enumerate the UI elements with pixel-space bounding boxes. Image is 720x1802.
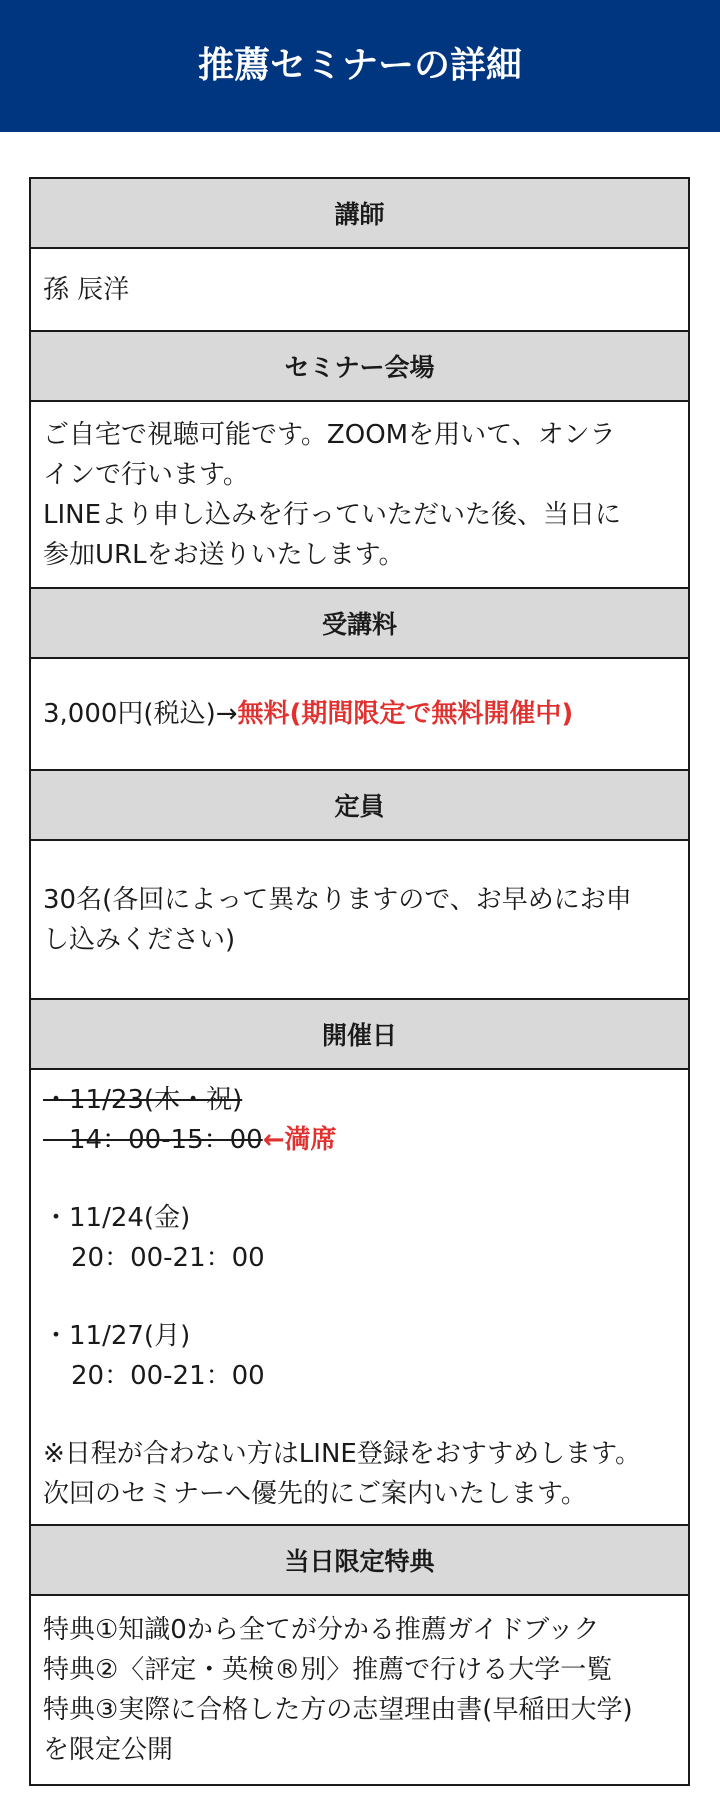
venue-heading: セミナー会場 <box>31 332 688 402</box>
bonus-line: を限定公開 <box>43 1735 174 1765</box>
seminar-details-table <box>29 177 690 1786</box>
fee-line <box>43 694 676 734</box>
date-item: ・11/24(金) <box>43 1203 191 1233</box>
capacity-line: し込みください) <box>43 924 236 955</box>
venue-line: LINEより申し込みを行っていただいた後、当日に <box>43 499 622 530</box>
date-item: ・11/27(月) <box>43 1321 191 1351</box>
page-title: 推薦セミナーの詳細 <box>197 44 522 86</box>
fee-original: 3,000円(税込)→ <box>43 699 238 729</box>
page-header <box>0 0 720 132</box>
dates-note: 次回のセミナーへ優先的にご案内いたします。 <box>43 1479 587 1509</box>
capacity-heading: 定員 <box>31 771 688 841</box>
date-time: 20：00-21：00 <box>71 1243 265 1273</box>
capacity-body <box>31 841 688 1000</box>
fee-heading: 受講料 <box>31 589 688 659</box>
bonus-line: 特典③実際に合格した方の志望理由書(早稲田大学) <box>43 1695 633 1725</box>
bonus-body <box>31 1596 688 1784</box>
full-badge: ←満席 <box>262 1125 337 1155</box>
dates-body <box>31 1070 688 1526</box>
fee-body <box>31 659 688 771</box>
instructor-body <box>31 249 688 332</box>
dates-note: ※日程が合わない方はLINE登録をおすすめします。 <box>43 1439 641 1469</box>
date-time: 20：00-21：00 <box>71 1361 265 1391</box>
venue-body <box>31 402 688 589</box>
venue-line: 参加URLをお送りいたします。 <box>43 539 405 570</box>
venue-line: インで行います。 <box>43 459 249 490</box>
dates-heading: 開催日 <box>31 1000 688 1070</box>
instructor-name: 孫 辰洋 <box>43 274 130 305</box>
bonus-heading: 当日限定特典 <box>31 1526 688 1596</box>
bonus-line: 特典①知識0から全てが分かる推薦ガイドブック <box>43 1615 600 1645</box>
date-item-full: ・11/23(木・祝) <box>43 1085 243 1115</box>
venue-line: ご自宅で視聴可能です。ZOOMを用いて、オンラ <box>43 419 616 450</box>
fee-free-label: 無料(期間限定で無料開催中) <box>237 699 574 729</box>
bonus-line: 特典②〈評定・英検®別〉推薦で行ける大学一覧 <box>43 1655 613 1685</box>
date-time-full <box>43 1120 676 1160</box>
date-time-struck: 14：00-15：00 <box>43 1125 263 1155</box>
instructor-heading: 講師 <box>31 179 688 249</box>
capacity-line: 30名(各回によって異なりますので、お早めにお申 <box>43 884 632 915</box>
